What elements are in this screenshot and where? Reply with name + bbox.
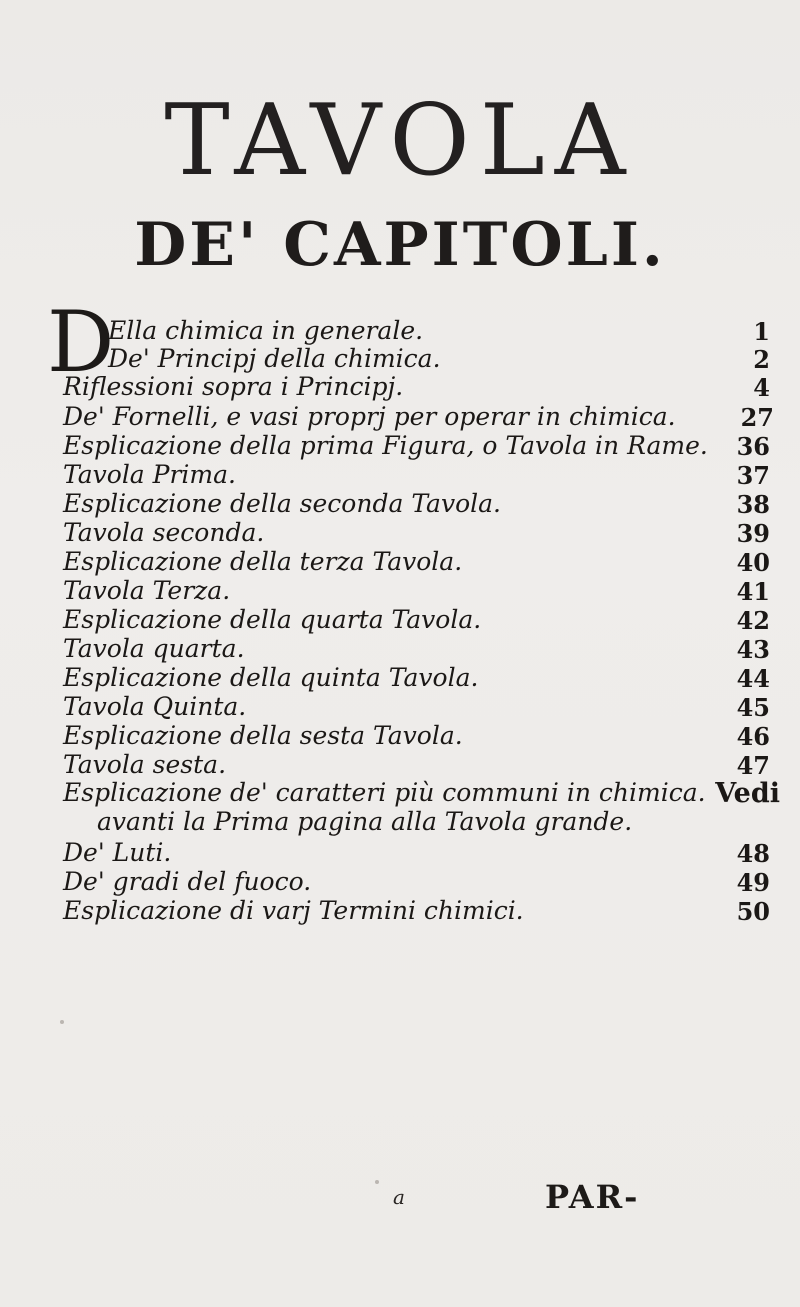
toc-entry-text: Esplicazione de' caratteri più communi in chimica. (63, 778, 706, 807)
drop-capital: D (47, 293, 115, 391)
toc-entry-text: De' gradi del fuoco. (63, 867, 312, 896)
toc-entry-text: De' Luti. (63, 838, 172, 867)
toc-entry-text: Esplicazione della quarta Tavola. (63, 605, 482, 634)
toc-entry-page: 36 (736, 432, 770, 461)
toc-entry-page: 37 (736, 461, 770, 490)
toc-entry-text: De' Principj della chimica. (108, 344, 441, 373)
toc-entry-text: Esplicazione della sesta Tavola. (63, 721, 463, 750)
page-subtitle: DE' CAPITOLI. (134, 210, 666, 280)
toc-entry-text: Tavola seconda. (63, 518, 265, 547)
toc-entry-page: 43 (736, 635, 770, 664)
toc-entry-text: Tavola sesta. (63, 750, 227, 779)
toc-entry-text: Tavola Prima. (63, 460, 236, 489)
catchword: PAR- (545, 1178, 640, 1216)
toc-entry-continuation: avanti la Prima pagina alla Tavola grande. (97, 807, 633, 836)
toc-entry-page: 46 (736, 722, 770, 751)
toc-entry-text: Riflessioni sopra i Principj. (63, 372, 404, 401)
signature-mark: a (393, 1185, 405, 1209)
toc-entry-page: 50 (736, 897, 770, 926)
toc-entry-page: 42 (736, 606, 770, 635)
toc-entry-page: Vedi (715, 778, 780, 809)
toc-entry-page: 49 (736, 868, 770, 897)
toc-entry-page: 44 (736, 664, 770, 693)
toc-entry-text: Ella chimica in generale. (108, 316, 424, 345)
toc-entry-text: Tavola quarta. (63, 634, 245, 663)
toc-entry-page: 45 (736, 693, 770, 722)
toc-entry-page: 47 (736, 751, 770, 780)
ink-speck (60, 1020, 64, 1024)
toc-entry-page: 40 (736, 548, 770, 577)
toc-entry-page: 1 (753, 317, 770, 346)
toc-entry-page: 4 (753, 373, 770, 402)
toc-entry-text: Tavola Quinta. (63, 692, 247, 721)
toc-entry-page: 48 (736, 839, 770, 868)
ink-speck (375, 1180, 379, 1184)
toc-entry-text: De' Fornelli, e vasi proprj per operar in chimica. (63, 402, 676, 431)
toc-entry-page: 2 (753, 345, 770, 374)
toc-entry-text: Esplicazione della prima Figura, o Tavola in Rame. (63, 431, 708, 460)
toc-entry-page: 38 (736, 490, 770, 519)
toc-entry-text: Esplicazione della terza Tavola. (63, 547, 463, 576)
toc-entry-text: Esplicazione della quinta Tavola. (63, 663, 479, 692)
toc-entry-text: Esplicazione della seconda Tavola. (63, 489, 501, 518)
toc-entry-text: Esplicazione di varj Termini chimici. (63, 896, 524, 925)
toc-entry-page: 27 (740, 403, 774, 432)
page-title: TAVOLA (164, 84, 636, 198)
toc-entry-page: 39 (736, 519, 770, 548)
toc-entry-text: Tavola Terza. (63, 576, 231, 605)
toc-entry-page: 41 (736, 577, 770, 606)
